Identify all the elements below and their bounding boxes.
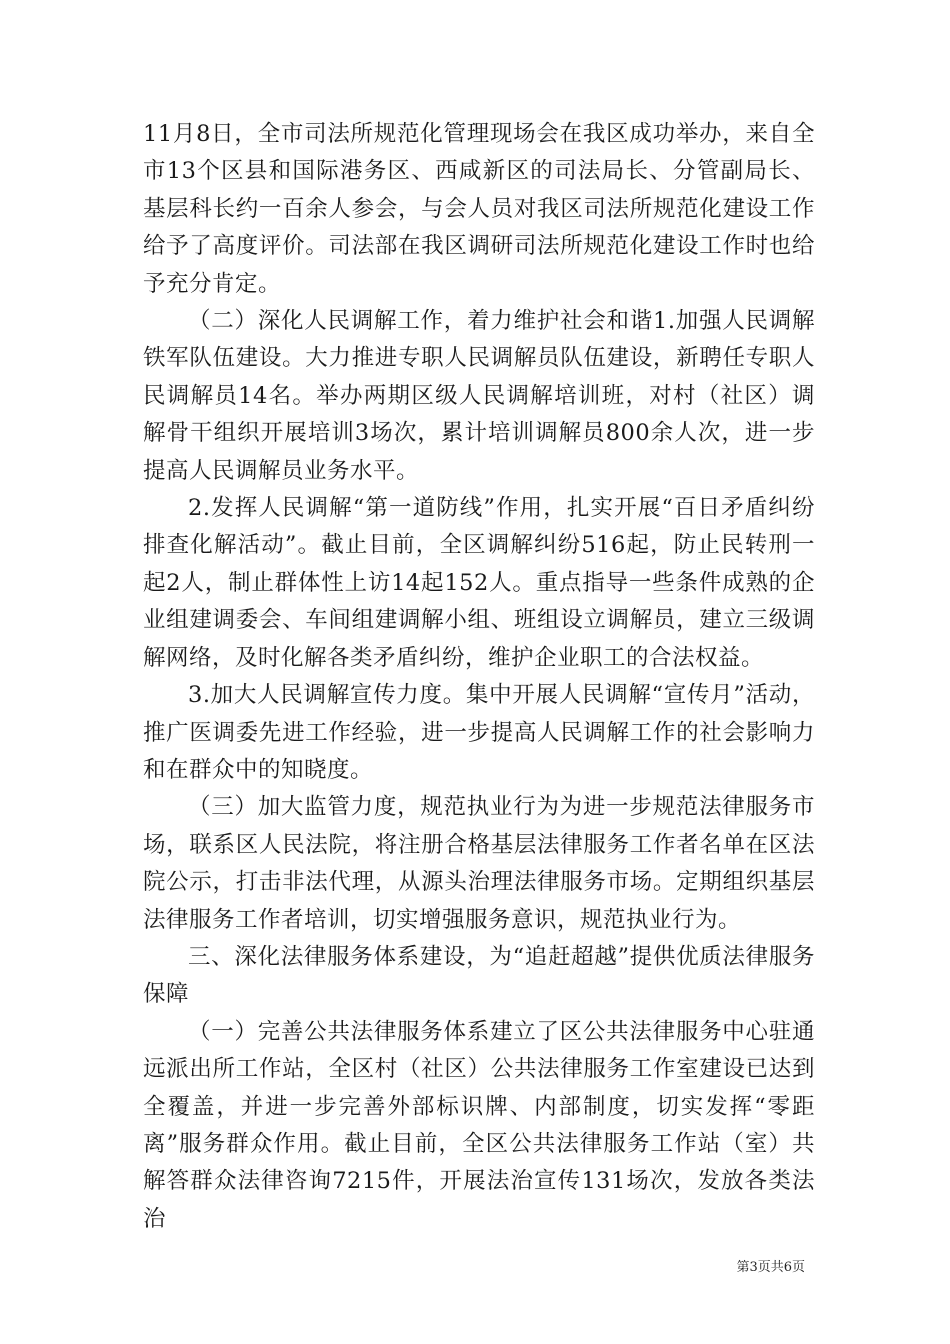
paragraph-first-defense: 2.发挥人民调解“第一道防线”作用，扎实开展“百日矛盾纠纷排查化解活动”。截止目前，全区调解纠纷516起，防止民转刑一起2人，制止群体性上访14起152人。重点指导一些条件成熟的企业组建调委会、车间组建调解小组、班组设立调解员，建立三级调解网络，及时化解各类矛盾纠纷，维护企业职工的合法权益。	[143, 495, 815, 671]
document-body	[143, 116, 815, 1238]
paragraph-public-legal-system: （一）完善公共法律服务体系建立了区公共法律服务中心驻通远派出所工作站，全区村（社区）公共法律服务工作室建设已达到全覆盖，并进一步完善外部标识牌、内部制度，切实发挥“零距离”服务群众作用。截止目前，全区公共法律服务工作站（室）共解答群众法律咨询7215件，开展法治宣传131场次，发放各类法治	[143, 1018, 815, 1232]
section-heading-legal-services: 三、深化法律服务体系建设，为“追赶超越”提供优质法律服务保障	[143, 943, 815, 1008]
paragraph-mediation-team: （二）深化人民调解工作，着力维护社会和谐1.加强人民调解铁军队伍建设。大力推进专职人民调解员队伍建设，新聘任专职人民调解员14名。举办两期区级人民调解培训班，对村（社区）调解骨干组织开展培训3场次，累计培训调解员800余人次，进一步提高人民调解员业务水平。	[143, 308, 815, 484]
paragraph-supervision: （三）加大监管力度，规范执业行为为进一步规范法律服务市场，联系区人民法院，将注册合格基层法律服务工作者名单在区法院公示，打击非法代理，从源头治理法律服务市场。定期组织基层法律服务工作者培训，切实增强服务意识，规范执业行为。	[143, 794, 815, 933]
page-number: 第3页共6页	[736, 1260, 805, 1275]
paragraph-publicity: 3.加大人民调解宣传力度。集中开展人民调解“宣传月”活动，推广医调委先进工作经验，进一步提高人民调解工作的社会影响力和在群众中的知晓度。	[143, 682, 815, 783]
paragraph-meeting-summary: 11月8日，全市司法所规范化管理现场会在我区成功举办，来自全市13个区县和国际港务区、西咸新区的司法局长、分管副局长、基层科长约一百余人参会，与会人员对我区司法所规范化建设工作给予了高度评价。司法部在我区调研司法所规范化建设工作时也给予充分肯定。	[143, 121, 815, 297]
